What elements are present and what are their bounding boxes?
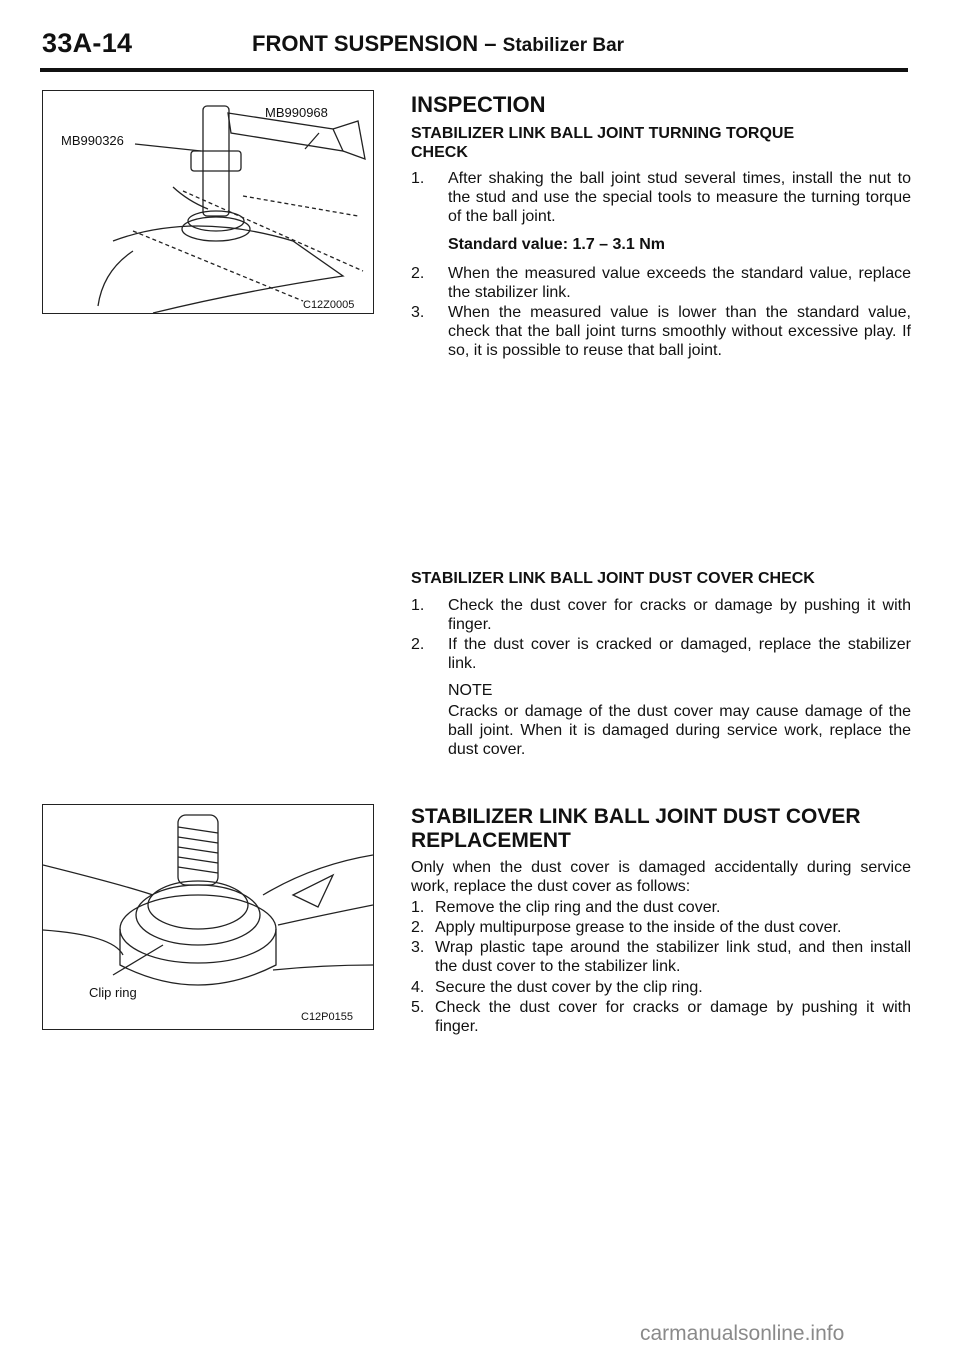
step-text: Remove the clip ring and the dust cover. — [435, 899, 721, 916]
torque-check-heading-2: CHECK — [411, 144, 468, 161]
note-text: Cracks or damage of the dust cover may cause damage of the ball joint. When it is damaged during service work, replace the dust cover. — [448, 703, 911, 758]
torque-step-3 — [411, 303, 911, 360]
dust-check-step-1 — [411, 596, 911, 634]
replacement-step-2 — [411, 918, 911, 937]
figure-code: C12Z0005 — [303, 299, 355, 311]
step-text: Wrap plastic tape around the stabilizer link stud, and then install the dust cover to the stabilizer link. — [435, 939, 911, 975]
watermark-text: carmanualsonline.info — [640, 1322, 845, 1345]
step-text: Secure the dust cover by the clip ring. — [435, 979, 703, 996]
torque-step-1 — [411, 169, 911, 226]
step-number: 5. — [411, 999, 425, 1016]
figure-code: C12P0155 — [301, 1011, 353, 1023]
step-text: Check the dust cover for cracks or damage by pushing it with finger. — [435, 999, 911, 1035]
torque-tool-illustration — [43, 91, 373, 313]
step-number: 2. — [411, 919, 425, 936]
header-rule — [40, 68, 908, 72]
step-number: 3. — [411, 939, 425, 956]
torque-step-2 — [411, 264, 911, 302]
page-title — [252, 31, 624, 57]
note-label: NOTE — [448, 682, 493, 699]
step-text: After shaking the ball joint stud several times, install the nut to the stud and use the special tools to measure the turning torque of the ball joint. — [448, 170, 911, 225]
callout-mb990968: MB990968 — [265, 105, 328, 120]
step-text: Apply multipurpose grease to the inside of the dust cover. — [435, 919, 842, 936]
replacement-step-3 — [411, 938, 911, 976]
step-text: When the measured value is lower than the standard value, check that the ball joint turns smoothly without excessive play. If so, it is possible to reuse that ball joint. — [448, 304, 911, 359]
replacement-heading-2: REPLACEMENT — [411, 829, 571, 852]
step-number: 4. — [411, 979, 425, 996]
replacement-step-5 — [411, 998, 911, 1036]
step-number: 1. — [411, 899, 425, 916]
step-number: 1. — [411, 597, 425, 614]
standard-value: Standard value: 1.7 – 3.1 Nm — [448, 236, 665, 253]
step-number: 1. — [411, 170, 425, 187]
callout-clip-ring: Clip ring — [89, 985, 137, 1000]
torque-check-heading-1: STABILIZER LINK BALL JOINT TURNING TORQUE — [411, 125, 795, 142]
title-dash: – — [484, 31, 497, 56]
section-title: FRONT SUSPENSION — [252, 31, 479, 56]
subsection-title: Stabilizer Bar — [502, 35, 625, 56]
inspection-heading: INSPECTION — [411, 92, 546, 117]
replacement-heading-1: STABILIZER LINK BALL JOINT DUST COVER — [411, 805, 861, 828]
torque-check-figure — [42, 90, 374, 314]
step-number: 2. — [411, 265, 425, 282]
step-text: If the dust cover is cracked or damaged, replace the stabilizer link. — [448, 636, 911, 672]
callout-mb990326: MB990326 — [61, 133, 124, 148]
page-number: 33A-14 — [42, 28, 133, 58]
replacement-step-1 — [411, 898, 911, 917]
step-text: Check the dust cover for cracks or damage by pushing it with finger. — [448, 597, 911, 633]
dust-check-step-2 — [411, 635, 911, 673]
dust-cover-check-heading: STABILIZER LINK BALL JOINT DUST COVER CHECK — [411, 570, 815, 587]
replacement-step-4 — [411, 978, 911, 997]
step-number: 3. — [411, 304, 425, 321]
dust-cover-figure — [42, 804, 374, 1030]
step-number: 2. — [411, 636, 425, 653]
step-text: When the measured value exceeds the standard value, replace the stabilizer link. — [448, 265, 911, 301]
replacement-intro: Only when the dust cover is damaged accidentally during service work, replace the dust cover as follows: — [411, 859, 911, 895]
